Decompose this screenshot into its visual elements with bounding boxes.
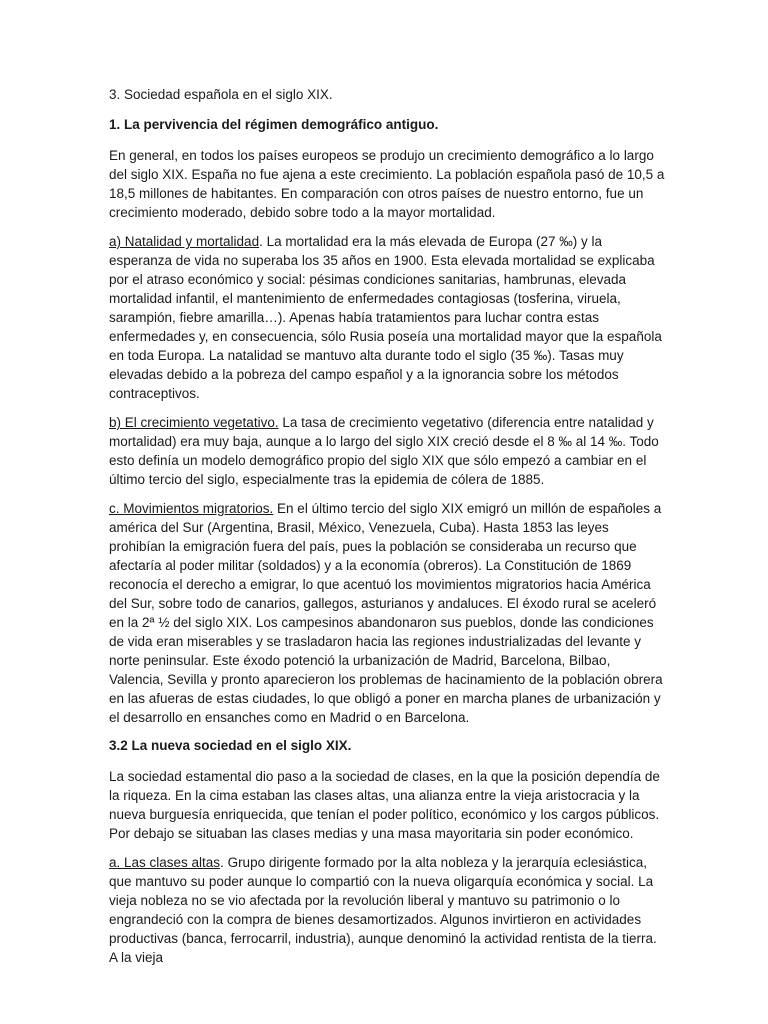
section-2-intro: La sociedad estamental dio paso a la sociedad de clases, en la que la posición dependía de la riqueza. En la cima estaban las clases altas, una alianza entre la vieja aristocracia y la nueva burguesía enriquecida, que tenían el poder político, económico y los cargos públicos. Por debajo se situaban las clases medias y una masa mayoritaria sin poder económico. <box>109 769 660 841</box>
section-1-c-text: En el último tercio del siglo XIX emigró un millón de españoles a américa del Sur (Argentina, Brasil, México, Venezuela, Cuba). Hasta 1853 las leyes prohibían la emigración fuera del país, pues la población se consideraba un recurso que afectaría al poder militar (soldados) y a la economía (obreros). La Constitución de 1869 reconocía el derecho a emigrar, lo que acentuó los movimientos migratorios hacia América del Sur, sobre todo de canarios, gallegos, asturianos y andaluces. El éxodo rural se aceleró en la 2ª ½ del siglo XIX. Los campesinos abandonaron sus pueblos, donde las condiciones de vida eran miserables y se trasladaron hacia las regiones industrializadas del levante y norte peninsular. Este éxodo potenció la urbanización de Madrid, Barcelona, Bilbao, Valencia, Sevilla y pronto aparecieron los problemas de hacinamiento de la población obrera en las afueras de estas ciudades, lo que obligó a poner en marcha planes de urbanización y el desarrollo en ensanches como en Madrid o en Barcelona. <box>109 501 663 725</box>
section-1-b-text: La tasa de crecimiento vegetativo (diferencia entre natalidad y mortalidad) era muy baja, aunque a lo largo del siglo XIX creció desde el 8 ‰ al 14 ‰. Todo esto definía un modelo demográfico propio del siglo XIX que sólo empezó a cambiar en el último tercio del siglo, especialmente tras la epidemia de cólera de 1885. <box>109 415 659 487</box>
section-1-heading: 1. La pervivencia del régimen demográfico antiguo. <box>109 117 439 132</box>
section-1-c-paragraph <box>109 499 668 727</box>
section-1-a-text: . La mortalidad era la más elevada de Europa (27 ‰) y la esperanza de vida no superaba los 35 años en 1900. Esta elevada mortalidad se explicaba por el atraso económico y social: pésimas condiciones sanitarias, hambrunas, elevada mortalidad infantil, el mantenimiento de enfermedades contagiosas (tosferina, viruela, sarampión, fiebre amarilla…). Apenas había tratamientos para luchar contra estas enfermedades y, en consecuencia, sólo Rusia poseía una mortalidad mayor que la española en toda Europa. La natalidad se mantuvo alta durante todo el siglo (35 ‰). Tasas muy elevadas debido a la pobreza del campo español y a la ignorancia sobre los métodos contraceptivos. <box>109 234 662 401</box>
section-2-a-title: a. Las clases altas <box>109 855 221 870</box>
document-title: 3. Sociedad española en el siglo XIX. <box>109 87 333 102</box>
section-2-heading: 3.2 La nueva sociedad en el siglo XIX. <box>109 738 352 753</box>
section-1-b-paragraph <box>109 413 668 489</box>
section-1-a-title: a) Natalidad y mortalidad <box>109 234 260 249</box>
section-1-c-title: c. Movimientos migratorios. <box>109 501 274 516</box>
section-1-intro: En general, en todos los países europeos se produjo un crecimiento demográfico a lo largo del siglo XIX. España no fue ajena a este crecimiento. La población española pasó de 10,5 a 18,5 millones de habitantes. En comparación con otros países de nuestro entorno, fue un crecimiento moderado, debido sobre todo a la mayor mortalidad. <box>109 148 665 220</box>
section-1-a-paragraph <box>109 232 668 403</box>
section-2-a-paragraph <box>109 853 668 967</box>
section-1-b-title: b) El crecimiento vegetativo. <box>109 415 279 430</box>
section-2-a-text: . Grupo dirigente formado por la alta nobleza y la jerarquía eclesiástica, que mantuvo su poder aunque lo compartió con la nueva oligarquía económica y social. La vieja nobleza no se vio afectada por la revolución liberal y mantuvo su patrimonio o lo engrandeció con la compra de bienes desamortizados. Algunos invirtieron en actividades productivas (banca, ferrocarril, industria), aunque denominó la actividad rentista de la tierra. A la vieja <box>109 855 657 965</box>
